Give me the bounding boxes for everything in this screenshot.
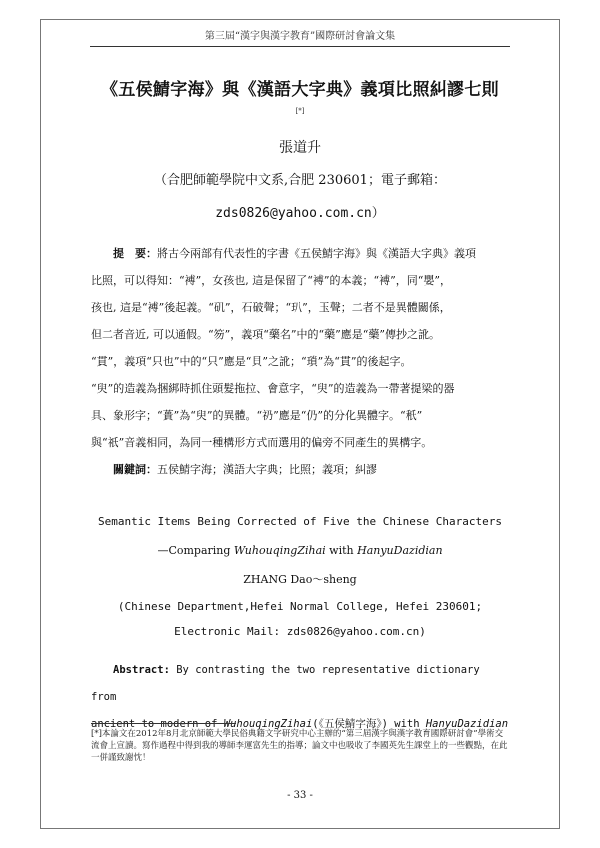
footnote — [91, 728, 511, 764]
title-footnote-marker: [*] — [295, 107, 305, 115]
abstract-line: “貫”，義項“只也”中的“只”應是“貝”之訛；“瑣”為“貫”的後起字。 — [91, 355, 412, 368]
english-title: Semantic Items Being Corrected of Five the Chinese Characters — [98, 515, 502, 528]
abstract-label: 提 要： — [113, 247, 157, 260]
affiliation-line-2: zds0826@yahoo.com.cn） — [215, 206, 385, 221]
abstract-line: 但二者音近, 可以通假。“笏”，義項“藥名”中的“藥”應是“藥”傳抄之訛。 — [91, 328, 440, 341]
footnote-rule — [91, 723, 236, 724]
chinese-abstract — [91, 240, 511, 483]
keywords: 五侯鯖字海；漢語大字典；比照；義項；糾謬 — [157, 463, 377, 476]
header-rule — [90, 46, 510, 47]
english-subtitle: —Comparing WuhouqingZihai with HanyuDazidian — [157, 544, 443, 557]
footnote-marker: [*] — [91, 729, 102, 739]
keywords-line — [91, 456, 511, 483]
abstract-line: 孩也, 這是“䙏”後起義。“矶”，石破聲；“玐”，玉聲；二者不是異體關係， — [91, 301, 451, 314]
abstract-line: 提 要：將古今兩部有代表性的字書《五侯鯖字海》與《漢語大字典》義項 — [113, 247, 476, 260]
footnote-text: 本論文在2012年8月北京師範大學民俗典籍文字研究中心主辦的“第三屆漢字與漢字教育國際研討會”學術交流會上宣讀。寫作過程中得到我的導師李運富先生的指導；論文中也吸收了李國英先生課堂上的一些觀點，在此一併謹致謝忱！ — [91, 729, 508, 763]
paper-title: 《五侯鯖字海》與《漢語大字典》義項比照糾謬七則 — [101, 80, 499, 100]
affiliation-line-1: （合肥師範學院中文系,合肥 230601；電子郵箱： — [154, 173, 446, 188]
english-abstract — [91, 657, 511, 738]
abstract-line: “臾”的造義為捆綁時抓住頭髮拖拉、會意字，“臾”的造義為一帶著提梁的器 — [91, 382, 455, 395]
running-header: 第三屆“漢字與漢字教育”國際研討會論文集 — [204, 31, 396, 42]
english-affiliation-1: (Chinese Department,Hefei Normal College, Hefei 230601; — [117, 600, 483, 613]
abstract-line: 與“祇”音義相同，為同一種構形方式而選用的偏旁不同產生的異構字。 — [91, 436, 433, 449]
page-number: - 33 - — [287, 790, 313, 801]
english-abstract-line: Abstract: By contrasting the two representative dictionary from — [91, 664, 480, 703]
author-name: 張道升 — [279, 140, 321, 156]
english-affiliation-2: Electronic Mail: zds0826@yahoo.com.cn) — [174, 625, 426, 638]
abstract-line: 比照，可以得知：“䙏”，女孩也, 這是保留了“䙏”的本義；“䙏”，同“嬰”， — [91, 274, 451, 287]
english-abstract-label: Abstract: — [113, 664, 170, 676]
abstract-line: 具、象形字；“蕢”為“臾”的異體。“礽”應是“仍”的分化異體字。“秖” — [91, 409, 423, 422]
english-abstract-line: ancient to modern of WuhouqingZihai(《五侯鯖字海》) with HanyuDazidian — [91, 718, 509, 730]
english-author: ZHANG Dao～sheng — [243, 573, 357, 586]
keywords-label: 關鍵詞： — [113, 463, 157, 476]
